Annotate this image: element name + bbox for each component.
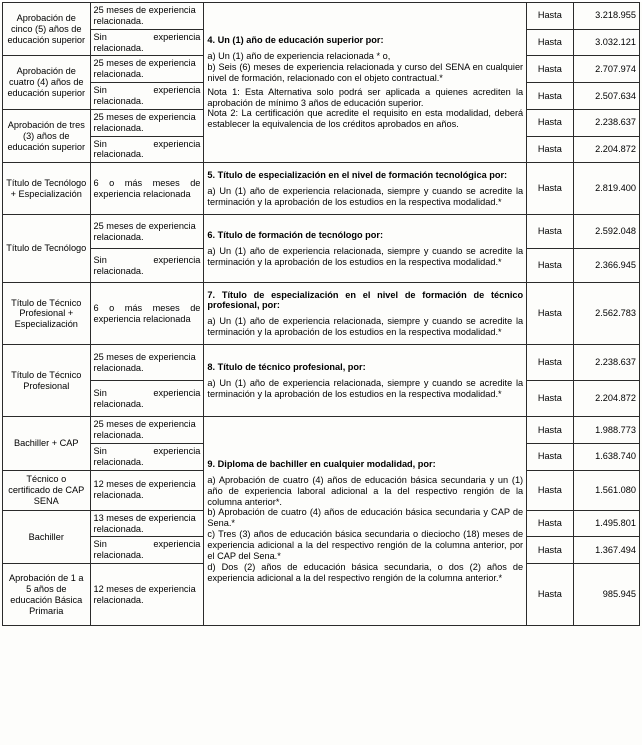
cell-valor: 2.366.945: [573, 249, 639, 283]
cell-valor: 1.988.773: [573, 417, 639, 444]
cell-hasta: Hasta: [527, 136, 573, 163]
cell-experiencia: 12 meses de experiencia relacionada.: [90, 564, 204, 626]
cell-experiencia: 25 meses de experiencia relacionada.: [90, 109, 204, 136]
cell-valor: 985.945: [573, 564, 639, 626]
cell-valor: 1.561.080: [573, 470, 639, 510]
requisito-title: 7. Título de especialización en el nivel de formación de técnico profesional, por:: [207, 289, 524, 311]
table-row: [3, 345, 640, 381]
cell-valor: 3.032.121: [573, 29, 639, 56]
requisito-title: 4. Un (1) año de educación superior por:: [207, 35, 384, 46]
requisito-title: 5. Título de especialización en el nivel de formación tecnológica por:: [207, 170, 508, 181]
requisito-item-a: a) Un (1) año de experiencia relacionada * o,: [207, 51, 391, 62]
cell-requisito: [204, 283, 527, 345]
requisito-item-c: c) Tres (3) años de educación básica secundaria o dieciocho (18) meses de experiencia adicional a la del respectivo rengión de la columna anterior, por el CAP del Sena.*: [207, 529, 524, 561]
cell-requisito: [204, 215, 527, 283]
cell-experiencia: Sin experiencia relacionada.: [90, 381, 204, 417]
cell-valor: 2.507.634: [573, 83, 639, 110]
cell-experiencia: 25 meses de experiencia relacionada.: [90, 215, 204, 249]
cell-experiencia: 12 meses de experiencia relacionada.: [90, 470, 204, 510]
table-row: [3, 283, 640, 345]
cell-hasta: Hasta: [527, 56, 573, 83]
requisito-item-b: b) Aprobación de cuatro (4) años de educación básica secundaria y CAP de Sena.*: [207, 507, 524, 529]
cell-experiencia: Sin experiencia relacionada.: [90, 444, 204, 471]
cell-hasta: Hasta: [527, 29, 573, 56]
cell-experiencia: Sin experiencia relacionada.: [90, 249, 204, 283]
requisito-item-b: b) Seis (6) meses de experiencia relacionada y curso del SENA en cualquier nivel de formación, relacionado con el objeto contractual.*: [207, 61, 524, 83]
cell-experiencia: 25 meses de experiencia relacionada.: [90, 417, 204, 444]
cell-hasta: Hasta: [527, 345, 573, 381]
cell-requisito: [204, 3, 527, 163]
cell-hasta: Hasta: [527, 537, 573, 564]
table-row: [3, 417, 640, 444]
cell-hasta: Hasta: [527, 470, 573, 510]
cell-cargo: Aprobación de tres (3) años de educación superior: [3, 109, 91, 162]
cell-cargo: Título de Técnico Profesional + Especialización: [3, 283, 91, 345]
requisito-title: 9. Diploma de bachiller en cualquier modalidad, por:: [207, 459, 436, 470]
cell-valor: 2.238.637: [573, 345, 639, 381]
cell-experiencia: 25 meses de experiencia relacionada.: [90, 56, 204, 83]
cell-valor: 3.218.955: [573, 3, 639, 30]
cell-experiencia: 6 o más meses de experiencia relacionada: [90, 283, 204, 345]
cell-cargo: Aprobación de cinco (5) años de educación superior: [3, 3, 91, 56]
requisito-item-a: a) Un (1) año de experiencia relacionada, siempre y cuando se acredite la terminación y la aprobación de los estudios en la respectiva modalidad.*: [207, 316, 524, 338]
cell-hasta: Hasta: [527, 215, 573, 249]
cell-cargo: Aprobación de 1 a 5 años de educación Básica Primaria: [3, 564, 91, 626]
table-row: [3, 3, 640, 30]
cell-cargo: Título de Técnico Profesional: [3, 345, 91, 417]
cell-experiencia: 13 meses de experiencia relacionada.: [90, 510, 204, 537]
requisito-nota-2: Nota 2: La certificación que acredite el requisito en esta modalidad, deberá establecer la equivalencia de los créditos aprobados en años.: [207, 108, 524, 130]
cell-hasta: Hasta: [527, 163, 573, 215]
cell-cargo: Título de Tecnólogo: [3, 215, 91, 283]
cell-valor: 2.562.783: [573, 283, 639, 345]
cell-valor: 1.495.801: [573, 510, 639, 537]
cell-valor: 2.819.400: [573, 163, 639, 215]
cell-valor: 1.638.740: [573, 444, 639, 471]
table-row: [3, 215, 640, 249]
cell-cargo: Título de Tecnólogo + Especialización: [3, 163, 91, 215]
cell-hasta: Hasta: [527, 417, 573, 444]
cell-experiencia: 6 o más meses de experiencia relacionada: [90, 163, 204, 215]
cell-experiencia: Sin experiencia relacionada.: [90, 83, 204, 110]
cell-hasta: Hasta: [527, 510, 573, 537]
cell-valor: 2.204.872: [573, 381, 639, 417]
requisito-title: 6. Título de formación de tecnólogo por:: [207, 230, 384, 241]
equivalences-table: [2, 2, 640, 626]
cell-hasta: Hasta: [527, 283, 573, 345]
cell-hasta: Hasta: [527, 444, 573, 471]
cell-requisito: [204, 417, 527, 626]
cell-valor: 2.204.872: [573, 136, 639, 163]
cell-valor: 2.707.974: [573, 56, 639, 83]
document-page: [0, 2, 642, 745]
table-row: [3, 163, 640, 215]
cell-experiencia: Sin experiencia relacionada.: [90, 537, 204, 564]
requisito-item-d: d) Dos (2) años de educación básica secundaria, o dos (2) años de experiencia adicional a la del respectivo rengión de la columna anterior.*: [207, 561, 524, 583]
requisito-item-a: a) Un (1) año de experiencia relacionada, siempre y cuando se acredite la terminación y la aprobación de los estudios en la respectiva modalidad.*: [207, 377, 524, 399]
requisito-title: 8. Título de técnico profesional, por:: [207, 362, 366, 373]
cell-experiencia: Sin experiencia relacionada.: [90, 136, 204, 163]
cell-cargo: Técnico o certificado de CAP SENA: [3, 470, 91, 510]
cell-cargo: Bachiller + CAP: [3, 417, 91, 470]
cell-experiencia: 25 meses de experiencia relacionada.: [90, 345, 204, 381]
cell-hasta: Hasta: [527, 3, 573, 30]
cell-valor: 1.367.494: [573, 537, 639, 564]
requisito-nota-1: Nota 1: Esta Alternativa solo podrá ser aplicada a quienes acrediten la aprobación de mínimo 3 años de educación superior.: [207, 86, 524, 108]
cell-hasta: Hasta: [527, 381, 573, 417]
cell-hasta: Hasta: [527, 109, 573, 136]
cell-cargo: Aprobación de cuatro (4) años de educación superior: [3, 56, 91, 109]
cell-hasta: Hasta: [527, 249, 573, 283]
cell-hasta: Hasta: [527, 564, 573, 626]
cell-valor: 2.238.637: [573, 109, 639, 136]
requisito-item-a: a) Un (1) año de experiencia relacionada, siempre y cuando se acredite la terminación y la aprobación de los estudios en la respectiva modalidad.*: [207, 185, 524, 207]
requisito-item-a: a) Un (1) año de experiencia relacionada, siempre y cuando se acredite la terminación y la aprobación de los estudios en la respectiva modalidad.*: [207, 245, 524, 267]
cell-experiencia: Sin experiencia relacionada.: [90, 29, 204, 56]
cell-hasta: Hasta: [527, 83, 573, 110]
cell-cargo: Bachiller: [3, 510, 91, 563]
cell-experiencia: 25 meses de experiencia relacionada.: [90, 3, 204, 30]
cell-requisito: [204, 163, 527, 215]
requisito-item-a: a) Aprobación de cuatro (4) años de educación básica secundaria y un (1) año de experiencia laboral adicional a la del respectivo rengión de la columna anterior*.: [207, 474, 524, 507]
cell-requisito: [204, 345, 527, 417]
cell-valor: 2.592.048: [573, 215, 639, 249]
